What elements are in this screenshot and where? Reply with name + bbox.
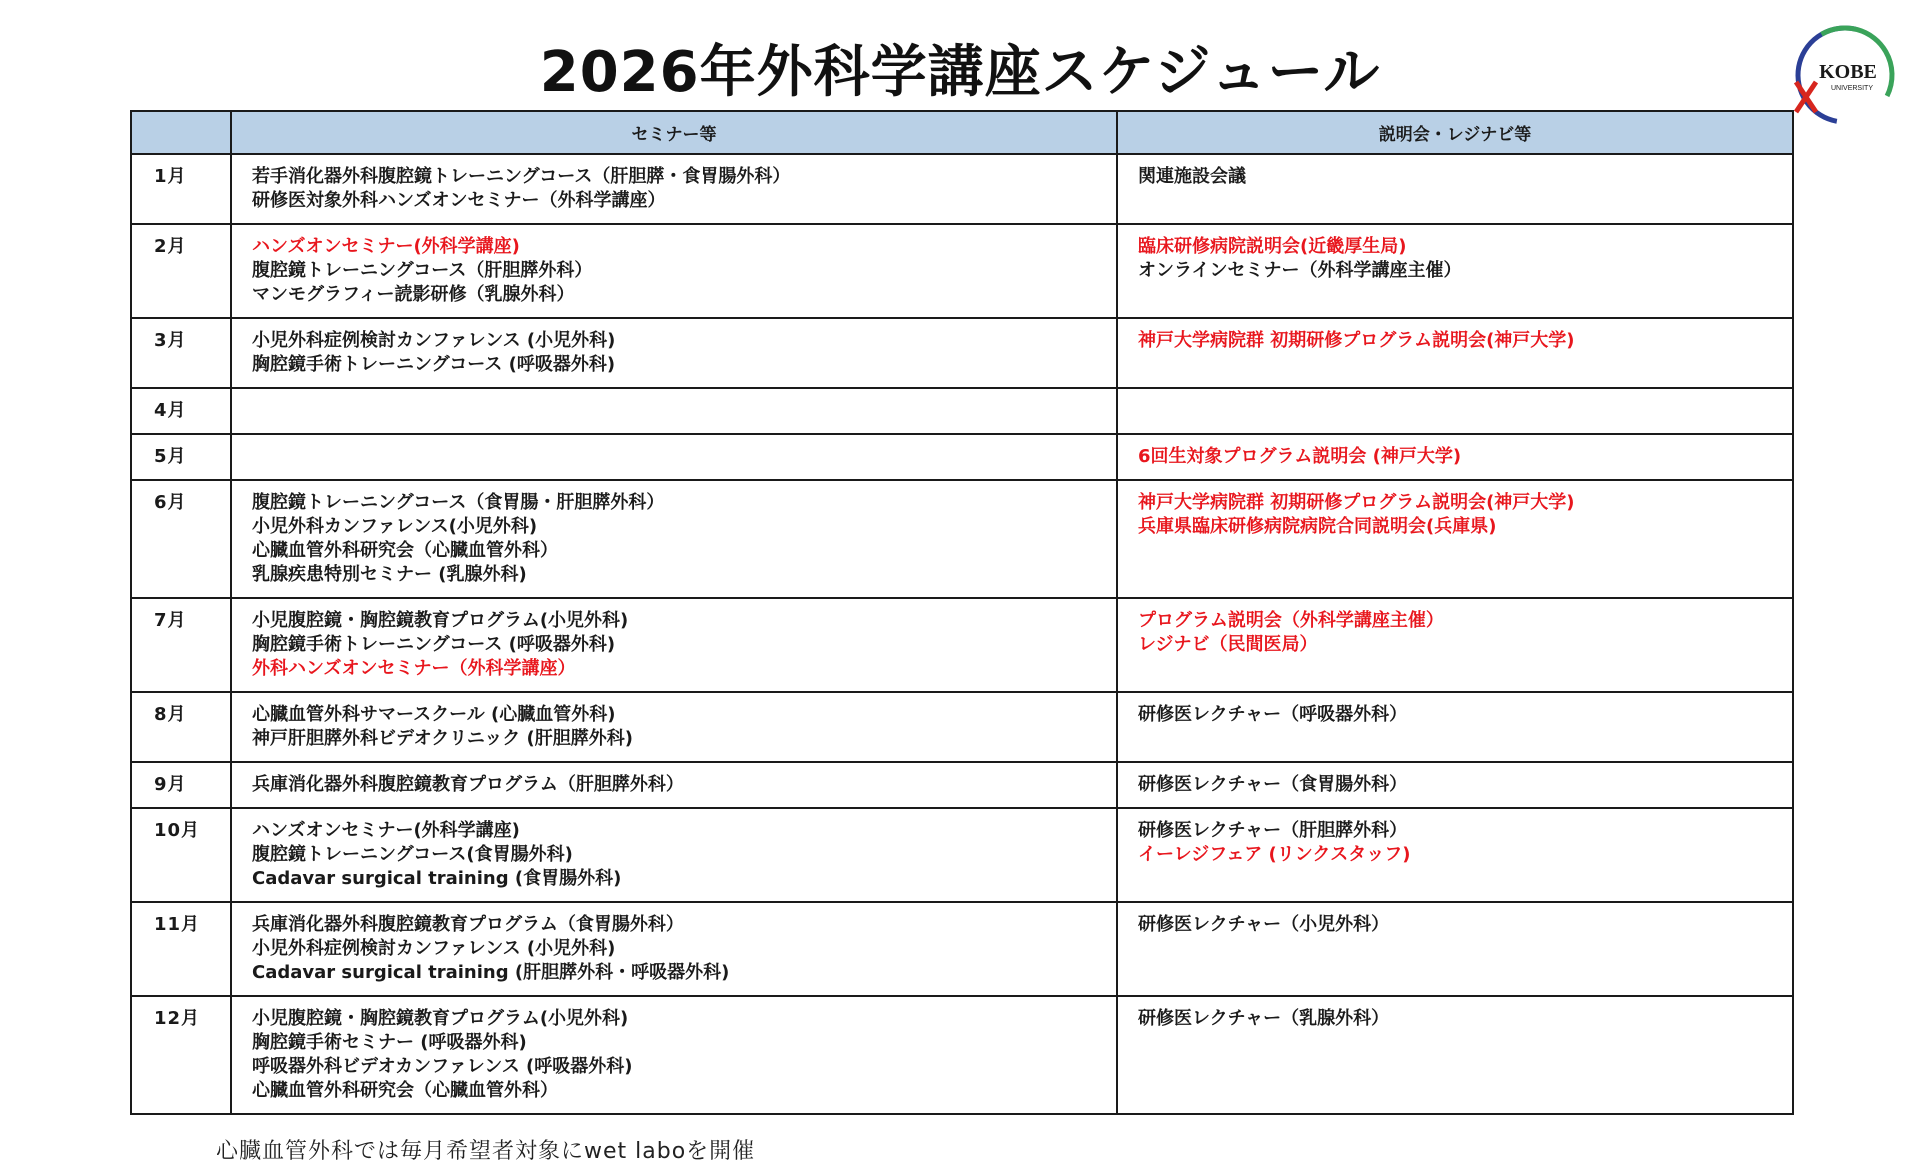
briefing-cell (1117, 318, 1793, 388)
briefing-cell (1117, 388, 1793, 434)
seminar-item: Cadavar surgical training (肝胆膵外科・呼吸器外科) (252, 962, 730, 983)
table-row (131, 388, 1793, 434)
seminar-cell (231, 224, 1117, 318)
briefing-cell (1117, 598, 1793, 692)
briefing-item: 臨床研修病院説明会(近畿厚生局) (1138, 236, 1407, 257)
seminar-item: ハンズオンセミナー(外科学講座) (252, 236, 520, 257)
seminar-item: マンモグラフィー読影研修（乳腺外科） (252, 284, 575, 305)
seminar-item: 小児外科カンファレンス(小児外科) (252, 516, 538, 537)
table-row (131, 692, 1793, 762)
seminar-cell (231, 598, 1117, 692)
seminar-item: 胸腔鏡手術セミナー (呼吸器外科) (252, 1032, 527, 1053)
table-row (131, 996, 1793, 1114)
briefing-cell (1117, 480, 1793, 598)
seminar-item: Cadavar surgical training (食胃腸外科) (252, 868, 622, 889)
seminar-item: 小児外科症例検討カンファレンス (小児外科) (252, 330, 616, 351)
month-cell: 9月 (131, 762, 231, 808)
table-row (131, 154, 1793, 224)
month-cell: 12月 (131, 996, 231, 1114)
header-seminar: セミナー等 (231, 111, 1117, 154)
schedule-body (131, 154, 1793, 1114)
seminar-cell (231, 808, 1117, 902)
logo-main-text: KOBE (1819, 61, 1877, 83)
table-row (131, 902, 1793, 996)
briefing-item: 6回生対象プログラム説明会 (神戸大学) (1138, 446, 1462, 467)
seminar-cell (231, 480, 1117, 598)
month-cell: 2月 (131, 224, 231, 318)
month-cell: 1月 (131, 154, 231, 224)
briefing-cell (1117, 692, 1793, 762)
seminar-cell (231, 692, 1117, 762)
table-row (131, 808, 1793, 902)
seminar-item: 心臓血管外科研究会（心臓血管外科） (252, 540, 558, 561)
table-row (131, 318, 1793, 388)
seminar-item: 呼吸器外科ビデオカンファレンス (呼吸器外科) (252, 1056, 633, 1077)
seminar-item: 心臓血管外科サマースクール (心臓血管外科) (252, 704, 616, 725)
briefing-cell (1117, 902, 1793, 996)
seminar-item: 兵庫消化器外科腹腔鏡教育プログラム（食胃腸外科） (252, 914, 684, 935)
briefing-item: 研修医レクチャー（食胃腸外科） (1138, 774, 1408, 795)
seminar-item: 若手消化器外科腹腔鏡トレーニングコース（肝胆膵・食胃腸外科） (252, 166, 791, 187)
seminar-item: 心臓血管外科研究会（心臓血管外科） (252, 1080, 558, 1101)
briefing-item: プログラム説明会（外科学講座主催） (1138, 610, 1444, 631)
briefing-cell (1117, 762, 1793, 808)
table-row (131, 434, 1793, 480)
table-row (131, 480, 1793, 598)
header-month (131, 111, 231, 154)
table-row (131, 224, 1793, 318)
seminar-item: 外科ハンズオンセミナー（外科学講座） (252, 658, 576, 679)
briefing-cell (1117, 808, 1793, 902)
briefing-item: 神戸大学病院群 初期研修プログラム説明会(神戸大学) (1138, 492, 1575, 513)
month-cell: 4月 (131, 388, 231, 434)
month-cell: 3月 (131, 318, 231, 388)
briefing-item: 神戸大学病院群 初期研修プログラム説明会(神戸大学) (1138, 330, 1575, 351)
schedule-table (130, 110, 1794, 1115)
seminar-item: 兵庫消化器外科腹腔鏡教育プログラム（肝胆膵外科） (252, 774, 684, 795)
month-cell: 5月 (131, 434, 231, 480)
seminar-item: 小児腹腔鏡・胸腔鏡教育プログラム(小児外科) (252, 610, 629, 631)
seminar-item: 神戸肝胆膵外科ビデオクリニック (肝胆膵外科) (252, 728, 633, 749)
seminar-cell (231, 154, 1117, 224)
seminar-item: 胸腔鏡手術トレーニングコース (呼吸器外科) (252, 634, 616, 655)
seminar-cell (231, 434, 1117, 480)
briefing-item: 研修医レクチャー（呼吸器外科） (1138, 704, 1408, 725)
seminar-item: 乳腺疾患特別セミナー (乳腺外科) (252, 564, 527, 585)
seminar-item: 小児外科症例検討カンファレンス (小児外科) (252, 938, 616, 959)
briefing-cell (1117, 434, 1793, 480)
seminar-item: 小児腹腔鏡・胸腔鏡教育プログラム(小児外科) (252, 1008, 629, 1029)
table-row (131, 598, 1793, 692)
seminar-item: 胸腔鏡手術トレーニングコース (呼吸器外科) (252, 354, 616, 375)
briefing-cell (1117, 996, 1793, 1114)
seminar-cell (231, 318, 1117, 388)
header-briefing: 説明会・レジナビ等 (1117, 111, 1793, 154)
briefing-item: イーレジフェア (リンクスタッフ) (1138, 844, 1411, 865)
briefing-cell (1117, 224, 1793, 318)
briefing-item: レジナビ（民間医局） (1138, 634, 1318, 655)
month-cell: 11月 (131, 902, 231, 996)
table-row (131, 762, 1793, 808)
briefing-item: 関連施設会議 (1138, 166, 1246, 187)
briefing-item: 兵庫県臨床研修病院病院合同説明会(兵庫県) (1138, 516, 1497, 537)
seminar-cell (231, 996, 1117, 1114)
seminar-item: 腹腔鏡トレーニングコース(食胃腸外科) (252, 844, 573, 865)
seminar-cell (231, 762, 1117, 808)
header-row (131, 111, 1793, 154)
kobe-university-logo (1790, 20, 1900, 130)
month-cell: 7月 (131, 598, 231, 692)
briefing-item: 研修医レクチャー（乳腺外科） (1138, 1008, 1390, 1029)
logo-sub-text: UNIVERSITY (1830, 85, 1874, 92)
seminar-item: 腹腔鏡トレーニングコース（食胃腸・肝胆膵外科） (252, 492, 665, 513)
seminar-cell (231, 388, 1117, 434)
seminar-item: 腹腔鏡トレーニングコース（肝胆膵外科） (252, 260, 593, 281)
briefing-item: 研修医レクチャー（肝胆膵外科） (1138, 820, 1408, 841)
month-cell: 10月 (131, 808, 231, 902)
briefing-item: 研修医レクチャー（小児外科） (1138, 914, 1390, 935)
seminar-item: 研修医対象外科ハンズオンセミナー（外科学講座） (252, 190, 666, 211)
page-title: 2026年外科学講座スケジュール (539, 40, 1381, 105)
month-cell: 8月 (131, 692, 231, 762)
month-cell: 6月 (131, 480, 231, 598)
briefing-cell (1117, 154, 1793, 224)
briefing-item: オンラインセミナー（外科学講座主催） (1138, 260, 1462, 281)
seminar-item: ハンズオンセミナー(外科学講座) (252, 820, 520, 841)
footnote: 心臓血管外科では毎月希望者対象にwet laboを開催 (216, 1139, 756, 1164)
seminar-cell (231, 902, 1117, 996)
